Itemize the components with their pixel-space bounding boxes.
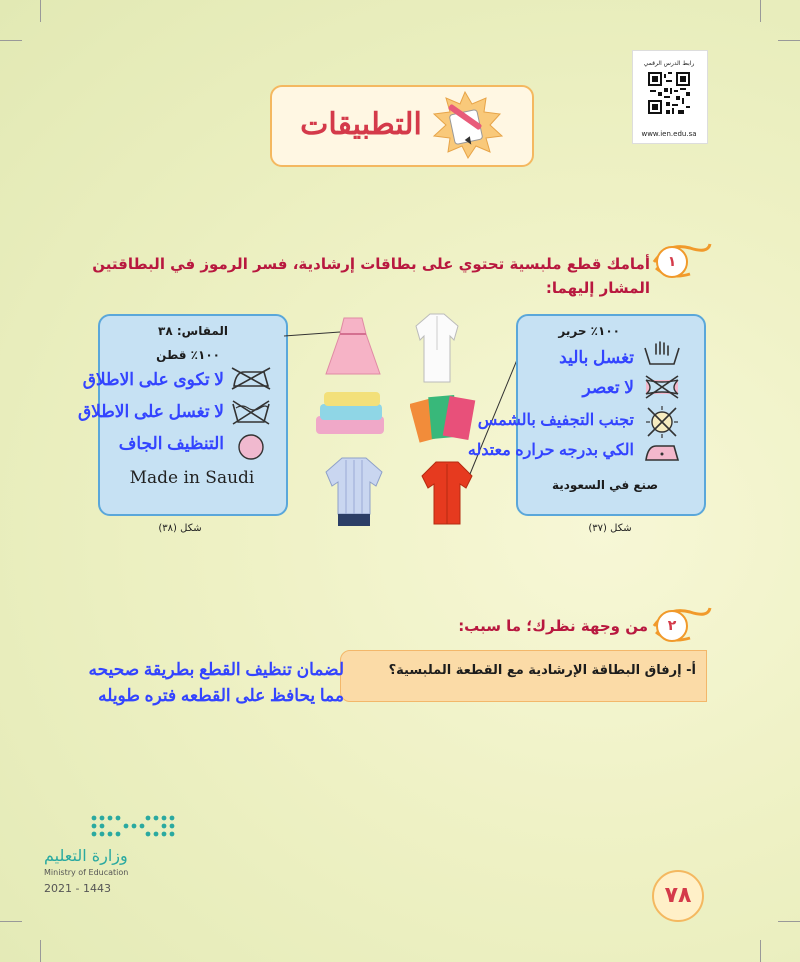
question-number: ٢ xyxy=(656,610,688,642)
ministry-name-en: Ministry of Education xyxy=(44,868,129,877)
no-wring-icon xyxy=(642,374,682,400)
qr-code-icon[interactable] xyxy=(648,72,690,114)
crop-mark xyxy=(778,921,800,922)
hand-wash-icon xyxy=(642,340,682,366)
fabric-label: ١٠٠٪ قطن xyxy=(156,348,220,362)
crop-mark xyxy=(0,40,22,41)
crop-mark xyxy=(40,0,41,22)
ministry-name-ar: وزارة التعليم xyxy=(44,846,128,865)
page-number: ٧٨ xyxy=(652,870,704,922)
made-in-label-right: صنع في السعودية xyxy=(551,478,659,492)
made-in-label: Made in Saudi xyxy=(129,468,255,488)
symbol-meaning-right-3: تجنب التجفيف بالشمس xyxy=(477,412,634,429)
qr-url[interactable]: www.ien.edu.sa xyxy=(641,130,697,138)
crop-mark xyxy=(40,940,41,962)
ministry-logo-icon xyxy=(88,812,178,840)
wash-tub-crossed-icon xyxy=(230,398,272,426)
crop-mark xyxy=(760,0,761,22)
no-sun-dry-icon xyxy=(644,404,680,440)
question-number: ١ xyxy=(656,246,688,278)
symbol-meaning-right-2: لا تعصر xyxy=(582,378,634,397)
symbol-meaning-left-3: التنظيف الجاف xyxy=(118,434,224,453)
qr-caption: رابط الدرس الرقمي xyxy=(643,60,695,67)
question-1-text-line-1: أمامك قطع ملبسية تحتوي على بطاقات إرشادية، فسر الرموز في البطاقتين xyxy=(92,255,650,273)
symbol-meaning-left-2: لا تغسل على الاطلاق xyxy=(77,402,224,421)
crop-mark xyxy=(0,921,22,922)
notebook-pencil-icon xyxy=(420,90,510,160)
size-label: المقاس: ٣٨ xyxy=(158,324,228,338)
symbol-meaning-right-1: تغسل باليد xyxy=(559,348,634,367)
edition-years: 2021 - 1443 xyxy=(44,882,111,895)
iron-medium-icon xyxy=(642,440,682,464)
handwritten-answer-line-2: مما يحافظ على القطعه فتره طويله xyxy=(98,686,344,705)
symbol-meaning-left-1: لا تكوى على الاطلاق xyxy=(82,370,224,389)
crop-mark xyxy=(760,940,761,962)
dry-clean-circle-icon xyxy=(236,432,266,462)
crop-mark xyxy=(778,40,800,41)
question-2a-text: أ- إرفاق البطاقة الإرشادية مع القطعة الملبسية؟ xyxy=(388,663,696,678)
figure-caption-37: شكل (٣٧) xyxy=(588,523,632,534)
iron-crossed-icon xyxy=(230,366,272,390)
question-1-text-line-2: المشار إليهما: xyxy=(545,279,650,297)
section-title: التطبيقات xyxy=(300,107,422,142)
question-2-text: من وجهة نظرك؛ ما سبب: xyxy=(458,617,648,635)
symbol-meaning-right-4: الكي بدرجه حراره معتدله xyxy=(467,442,634,459)
fabric-label-right: ١٠٠٪ حرير xyxy=(558,324,620,338)
handwritten-answer-line-1: لضمان تنظيف القطع بطريقة صحيحه xyxy=(88,660,344,679)
figure-caption-38: شكل (٣٨) xyxy=(158,523,202,534)
